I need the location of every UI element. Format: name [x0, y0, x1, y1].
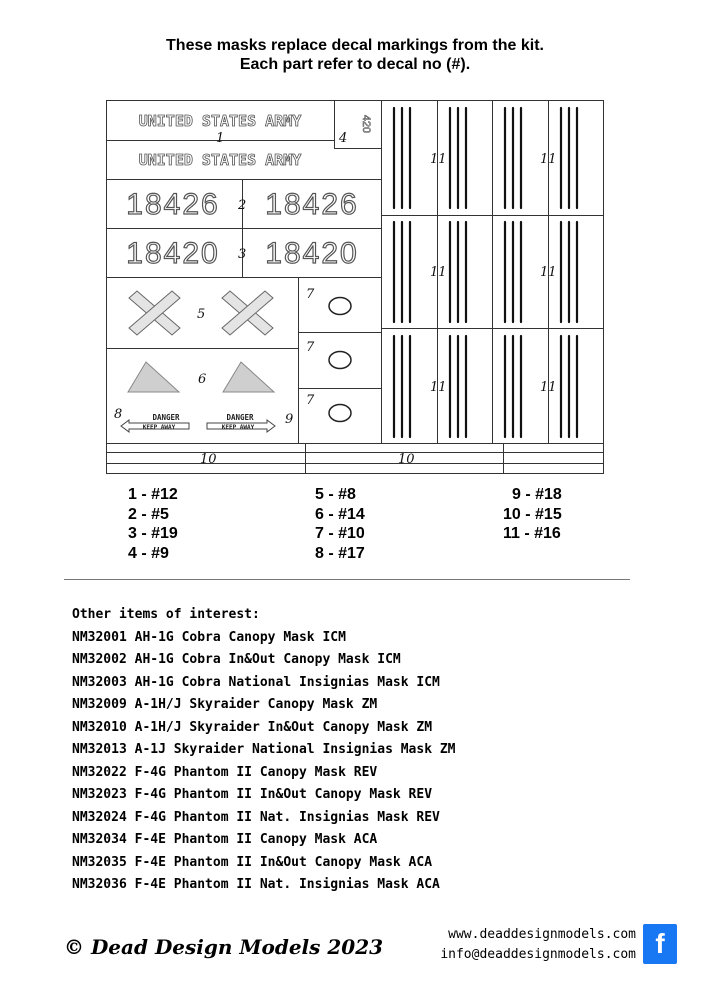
part-number-6: 6	[198, 372, 207, 387]
serial-18420-left: 18420	[126, 237, 220, 270]
part-number-4: 4	[339, 131, 348, 146]
part-number-11-e: 11	[430, 380, 447, 395]
header-line-2: Each part refer to decal no (#).	[239, 56, 471, 73]
legend-item: 6 - #14	[315, 505, 365, 523]
part-number-10-right: 10	[398, 452, 415, 467]
list-item: NM32036 F-4E Phantom II Nat. Insignias Mask ACA	[72, 877, 440, 892]
list-item: NM32034 F-4E Phantom II Canopy Mask ACA	[72, 832, 378, 847]
email-link[interactable]: info@deaddesignmodels.com	[440, 947, 636, 962]
serial-18426-left: 18426	[126, 188, 220, 221]
list-item: NM32001 AH-1G Cobra Canopy Mask ICM	[72, 629, 346, 645]
danger-left	[121, 413, 189, 432]
list-item: NM32002 AH-1G Cobra In&Out Canopy Mask ICM	[72, 652, 401, 667]
part-number-7c: 7	[306, 393, 315, 408]
list-item: NM32013 A-1J Skyraider National Insignias Mask ZM	[72, 742, 456, 757]
legend-item: 5 - #8	[315, 486, 356, 503]
copyright-text: © Dead Design Models 2023	[64, 935, 384, 959]
legend-item: 1 - #12	[128, 486, 178, 503]
part-number-3: 3	[238, 247, 247, 262]
contact-info	[440, 925, 636, 965]
section-divider	[64, 579, 630, 580]
mask-sheet	[0, 0, 710, 480]
oval-mask-1	[329, 298, 351, 315]
keep-away-label-left: KEEP AWAY	[142, 424, 176, 431]
legend-item: 11 - #16	[503, 525, 561, 542]
part-number-7a: 7	[306, 287, 315, 302]
list-item: NM32010 A-1H/J Skyraider In&Out Canopy Mask ZM	[72, 719, 433, 735]
part-number-11-f: 11	[540, 380, 557, 395]
legend-column-2	[315, 485, 365, 563]
facebook-icon[interactable]	[643, 924, 677, 964]
website-link[interactable]: www.deaddesignmodels.com	[448, 927, 636, 942]
part-number-11-d: 11	[540, 265, 557, 280]
part-number-11-a: 11	[430, 152, 447, 167]
army-text-bottom: UNITED STATES ARMY	[138, 151, 302, 169]
other-items-list	[72, 604, 456, 897]
legend-item: 10 - #15	[503, 505, 562, 523]
danger-label-left: DANGER	[152, 413, 180, 422]
oval-mask-3	[329, 405, 351, 422]
legend-item: 7 - #10	[315, 525, 365, 542]
list-item: NM32009 A-1H/J Skyraider Canopy Mask ZM	[72, 697, 378, 712]
part-number-1: 1	[216, 131, 225, 146]
legend-column-1	[128, 485, 178, 563]
triangle-right	[223, 362, 274, 392]
part-number-10-left: 10	[200, 452, 217, 467]
part-number-9: 9	[285, 412, 294, 427]
header-line-1: These masks replace decal markings from the kit.	[166, 37, 544, 54]
part-number-2: 2	[238, 198, 247, 213]
legend-item: 8 - #17	[315, 544, 365, 562]
danger-label-right: DANGER	[226, 413, 254, 422]
list-item: NM32035 F-4E Phantom II In&Out Canopy Mask ACA	[72, 854, 433, 870]
army-text-top: UNITED STATES ARMY	[138, 112, 302, 130]
legend-item: 4 - #9	[128, 544, 169, 562]
part-number-8: 8	[114, 407, 123, 422]
danger-right	[207, 413, 275, 432]
legend-item: 3 - #19	[128, 525, 178, 542]
triangle-left	[128, 362, 179, 392]
list-item: NM32022 F-4G Phantom II Canopy Mask REV	[72, 764, 378, 780]
x-cross-left	[129, 291, 180, 335]
part-number-11-b: 11	[540, 152, 557, 167]
small-serial-420: 420	[360, 114, 372, 134]
other-items-title: Other items of interest:	[72, 607, 260, 622]
serial-18420-right: 18420	[265, 237, 359, 270]
list-item: NM32023 F-4G Phantom II In&Out Canopy Mask REV	[72, 787, 433, 802]
list-item: NM32003 AH-1G Cobra National Insignias Mask ICM	[72, 674, 440, 690]
serial-18426-right: 18426	[265, 188, 359, 221]
keep-away-label-right: KEEP AWAY	[221, 424, 255, 431]
legend-item: 2 - #5	[128, 505, 169, 523]
list-item: NM32024 F-4G Phantom II Nat. Insignias Mask REV	[72, 809, 440, 825]
part-number-5: 5	[197, 307, 206, 322]
oval-mask-2	[329, 352, 351, 369]
part-number-11-c: 11	[430, 265, 447, 280]
part-number-7b: 7	[306, 340, 315, 355]
x-cross-right	[222, 291, 273, 335]
legend-column-3	[503, 485, 562, 544]
legend-item: 9 - #18	[512, 486, 562, 503]
facebook-glyph: f	[655, 928, 665, 959]
